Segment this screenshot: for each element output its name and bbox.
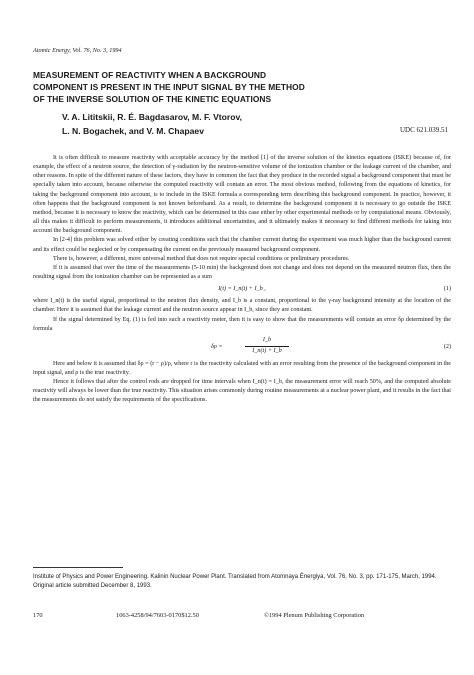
title-line: OF THE INVERSE SOLUTION OF THE KINETIC EQUATIONS <box>33 94 272 105</box>
paragraph: where I_n(t) is the useful signal, proportional to the neutron flux density, and I_b is a constant, proportional to the γ-ray background intensity at the location of the chamber. Here it is assumed that the leakage current and the neutron source appear in I_b, since they are constant. <box>33 298 451 314</box>
copyright-notice: ©1994 Plenum Publishing Corporation <box>264 612 365 619</box>
udc-code: UDC 621.039.51 <box>399 126 448 134</box>
equation-2-numerator: I_b <box>262 336 272 343</box>
footnote-divider <box>33 567 123 568</box>
paragraph: It is often difficult to measure reactivity with acceptable accuracy by the method [1] of the inverse solution of the kinetics equations (ISKE) because of, for example, the effect of a neutron source, the detection of γ-radiation by the neutron-sensitive volume of the ionization chamber or the leakage current of the chamber, and other reasons. In spite of the different nature of these factors, they have in common the fact that they produce in the recorded signal a background component that must be specially taken into account, because otherwise the computed reactivity will contain an error. The most obvious method, following from the equations of kinetics, for taking the background component into account, is to include in the ISKE formula a corresponding term describing this background component. In practice, however, it often happens that the background component is not known beforehand. As a result, to determine the background component it is necessary to go outside the ISKE method, because it is necessary to know the reactivity, which can be determined in this case either by other experimental methods or by computational means. Obviously, all this makes it difficult to perform measurements, it introduces additional uncertainties, and it ultimately makes it necessary to find different methods for taking into account the background component. <box>33 155 451 235</box>
title-line: MEASUREMENT OF REACTIVITY WHEN A BACKGROUND <box>33 70 267 80</box>
paragraph: In [2-4] this problem was solved either by creating conditions such that the chamber current during the experiment was much higher than the background current and its effect could be neglected or by compensating the current on the previously measured background component. <box>33 237 451 253</box>
paragraph: If the signal determined by Eq. (1) is fed into such a reactivity meter, then it is easy to show that the measurements will contain an error δρ determined by the formula <box>33 316 451 332</box>
journal-citation: Atomic Energy, Vol. 76, No. 3, 1994 <box>33 47 122 54</box>
author-list <box>62 111 362 138</box>
article-body <box>33 154 451 406</box>
page-number: 170 <box>33 612 43 619</box>
author-line: L. N. Bogachek, and V. M. Chapaev <box>62 125 204 136</box>
equation-1-text: I(t) = I_n(t) + I_b , <box>218 286 266 293</box>
author-line: V. A. Lititskii, R. É. Bagdasarov, M. F. Vtorov, <box>62 112 243 122</box>
issn-price: 1063-4258/94/7603-0170$12.50 <box>116 612 199 619</box>
equation-2-denominator: I_n(t) + I_b <box>252 347 282 354</box>
equation-1 <box>33 282 451 297</box>
paragraph: Here and below it is assumed that δρ = (r − ρ)/ρ, where r is the reactivity calculated with an error resulting from the presence of the background component in the input signal, and ρ is the true reactivity. <box>33 360 451 376</box>
paragraph: Hence it follows that after the control rods are dropped for time intervals when I_n(t) = I_b, the measurement error will reach 50%, and the computed absolute reactivity will always be lower than the true reactivity. This situation arises commonly during routine measurements at a nuclear power plant, and it results in the fact that the measurements do not satisfy the requirements of the specifications. <box>33 379 451 404</box>
affiliation-footnote: Institute of Physics and Power Engineering. Kalinin Nuclear Power Plant. Translated from Atomnaya Énergiya, Vol. 76, No. 3, pp. 171-175, March, 1994. Original article submitted December 8, 1993. <box>33 574 437 589</box>
paragraph: There is, however, a different, more universal method that does not require special conditions or preliminary procedures. <box>53 255 350 262</box>
equation-1-number: (1) <box>443 286 451 293</box>
paragraph: If it is assumed that over the time of the measurements (5-10 min) the background does not change and does not depend on the measured neutron flux, then the resulting signal from the ionization chamber can be represented as a sum <box>33 264 451 281</box>
equation-2-lhs: δρ = <box>211 343 223 350</box>
equation-2 <box>33 334 451 360</box>
title-line: COMPONENT IS PRESENT IN THE INPUT SIGNAL BY THE METHOD <box>33 82 305 93</box>
equation-2-number: (2) <box>443 343 451 350</box>
article-title <box>33 69 453 106</box>
